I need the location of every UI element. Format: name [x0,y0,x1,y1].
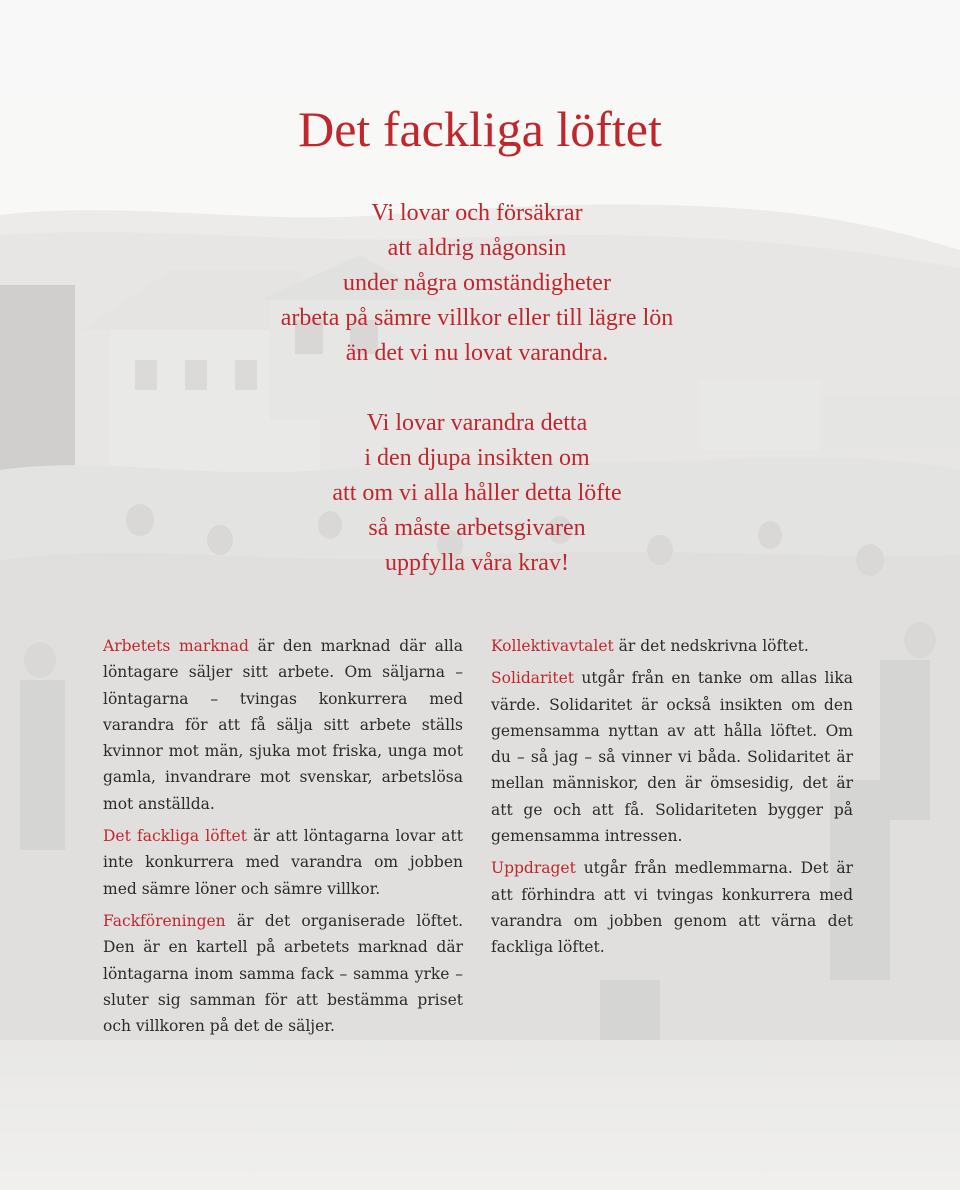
paragraph-solidaritet [491,665,853,849]
right-column [491,633,853,967]
paragraph-fackforeningen [103,908,463,1039]
pledge-line: än det vi nu lovat varandra. [345,340,609,366]
page-title: Det fackliga löftet [298,101,662,157]
term-highlight: Arbetets marknad [103,637,249,655]
term-highlight: Det fackliga löftet [103,827,247,846]
pledge-line: så måste arbetsgivaren [368,515,586,541]
paragraph-text: utgår från en tanke om allas lika värde. Solidaritet är också insikten om den gemensamma nyttan av att hålla löftet. Om du – så jag – så vinner vi båda. Solidaritet är mellan människor, den är ömsesidig, det är att ge och att få. Solidariteten bygger på gemensamma intressen. [491,669,853,846]
paragraph-uppdraget [491,855,853,960]
pledge-stanza-2 [0,406,954,581]
paragraph-text: är det organiserade löftet. Den är en kartell på arbetets marknad där löntagarna inom samma fack – samma yrke – sluter sig samman för att bestämma priset och villkoren på det de säljer. [103,911,463,1036]
paragraph-det-fackliga-loftet [103,823,463,902]
pledge-line: i den djupa insikten om [364,445,590,471]
pledge-line: arbeta på sämre villkor eller till lägre lön [280,305,674,331]
term-highlight: Solidaritet [491,669,575,688]
term-highlight: Kollektivavtalet [491,637,614,655]
pledge-line: att om vi alla håller detta löfte [332,480,622,506]
pledge-stanza-1 [0,196,954,371]
paragraph-text: är att löntagarna lovar att inte konkurrera med varandra om jobben med sämre löner och sämre villkor. [103,827,464,898]
term-highlight: Fackföreningen [103,911,226,930]
pledge-line: uppfylla våra krav! [385,550,569,576]
paragraph-kollektivavtalet [491,633,853,659]
paragraph-text: är den marknad där alla löntagare säljer sitt arbete. Om säljarna – löntagarna – tvingas konkurrera med varandra för att få sälja sitt arbete ställs kvinnor mot män, sjuka mot friska, unga mot gamla, invandrare mot svenskar, arbetslösa mot anställda. [103,637,463,813]
paragraph-text: utgår från medlemmarna. Det är att förhindra att vi tvingas konkurrera med varandra om jobben genom att värna det fackliga löftet. [491,859,853,957]
pledge-line: Vi lovar varandra detta [366,410,588,436]
paragraph-text: är det nedskrivna löftet. [613,637,809,655]
paragraph-arbetets-marknad [103,633,463,817]
pledge-line: under några omständigheter [343,270,611,296]
pledge-line: Vi lovar och försäkrar [371,200,583,226]
left-column [103,633,463,1045]
term-highlight: Uppdraget [491,859,576,878]
pledge-line: att aldrig någonsin [387,235,567,261]
